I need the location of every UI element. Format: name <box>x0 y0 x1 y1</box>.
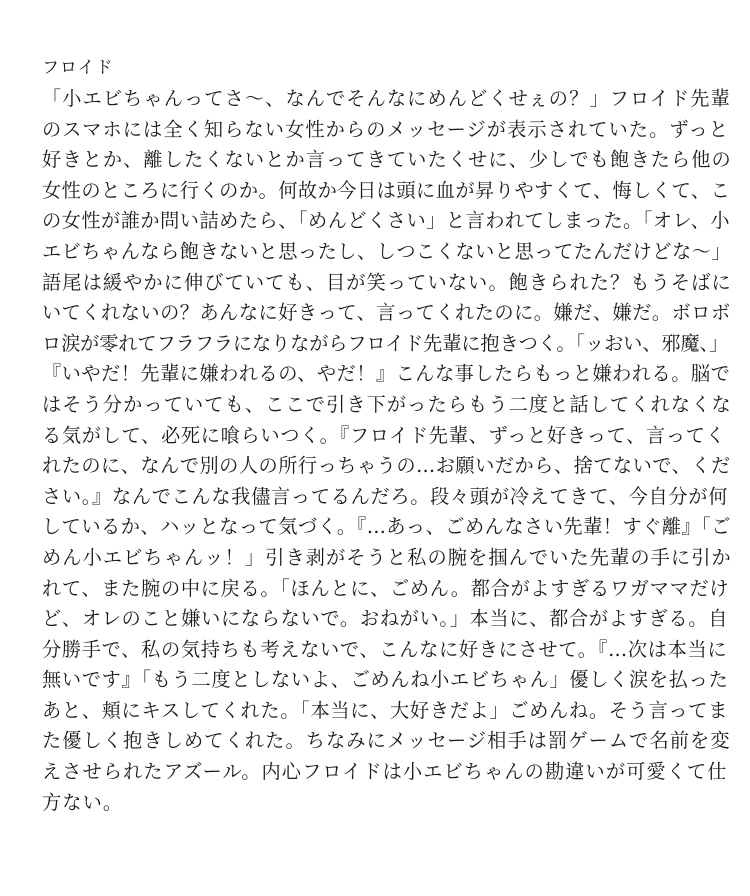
text-line: た優しく抱きしめてくれた。ちなみにメッセージ相手は罰ゲームで名前を変 <box>42 729 731 753</box>
text-line: る気がして、必死に喰らいつく。『フロイド先輩、ずっと好きって、言ってく <box>42 423 726 447</box>
text-line: 無いです』「もう二度としないよ、ごめんね小エビちゃん」優しく涙を払った <box>42 668 729 692</box>
text-line: ロ涙が零れてフラフラになりながらフロイド先輩に抱きつく。「ッおい、邪魔、」 <box>42 331 729 355</box>
story-text-block <box>42 52 732 818</box>
text-line: さい。』なんでこんな我儘言ってるんだろ。段々頭が冷えてきて、今自分が何 <box>42 484 729 508</box>
text-line: 「小エビちゃんってさ〜、なんでそんなにめんどくせぇの？」フロイド先輩 <box>42 87 731 110</box>
text-line: はそう分かっていても、ここで引き下がったらもう二度と話してくれなくな <box>42 392 732 416</box>
text-line: 方ない。 <box>42 790 124 814</box>
text-line: いてくれないの？あんなに好きって、言ってくれたのに。嫌だ、嫌だ。ボロボ <box>42 301 731 325</box>
text-line: のスマホには全く知らない女性からのメッセージが表示されていた。ずっと <box>42 117 730 141</box>
text-line: れたのに、なんで別の人の所行っちゃうの…お願いだから、捨てないで、くだ <box>42 454 731 478</box>
text-line: めん小エビちゃんッ！」引き剥がそうと私の腕を掴んでいた先輩の手に引か <box>42 545 732 569</box>
text-line: 好きとか、離したくないとか言ってきていたくせに、少しでも飽きたら他の <box>42 148 732 172</box>
text-line: れて、また腕の中に戻る。「ほんとに、ごめん。都合がよすぎるワガママだけ <box>42 576 730 600</box>
text-line: エビちゃんなら飽きないと思ったし、しつこくないと思ってたんだけどな〜」 <box>42 239 732 263</box>
text-line: ど、オレのこと嫌いにならないで。おねがい。」本当に、都合がよすぎる。自 <box>42 607 729 631</box>
text-line: の女性が誰か問い詰めたら、「めんどくさい」と言われてしまった。「オレ、小 <box>42 209 731 233</box>
text-line: 『いやだ！先輩に嫌われるの、やだ！』こんな事したらもっと嫌われる。脳で <box>42 362 731 386</box>
story-title: フロイド <box>42 58 114 78</box>
text-line: しているか、ハッとなって気づく。『…あっ、ごめんなさい先輩！すぐ離』「ご <box>42 515 731 539</box>
text-line: 女性のところに行くのか。何故か今日は頭に血が昇りやすくて、悔しくて、こ <box>42 178 731 202</box>
text-line: えさせられたアズール。内心フロイドは小エビちゃんの勘違いが可愛くて仕 <box>42 760 728 784</box>
text-line: 分勝手で、私の気持ちも考えないで、こんなに好きにさせて。『…次は本当に <box>42 637 728 661</box>
text-line: あと、頬にキスしてくれた。「本当に、大好きだよ」ごめんね。そう言ってま <box>42 698 729 722</box>
text-line: 語尾は緩やかに伸びていても、目が笑っていない。飽きられた？もうそばに <box>42 270 732 294</box>
